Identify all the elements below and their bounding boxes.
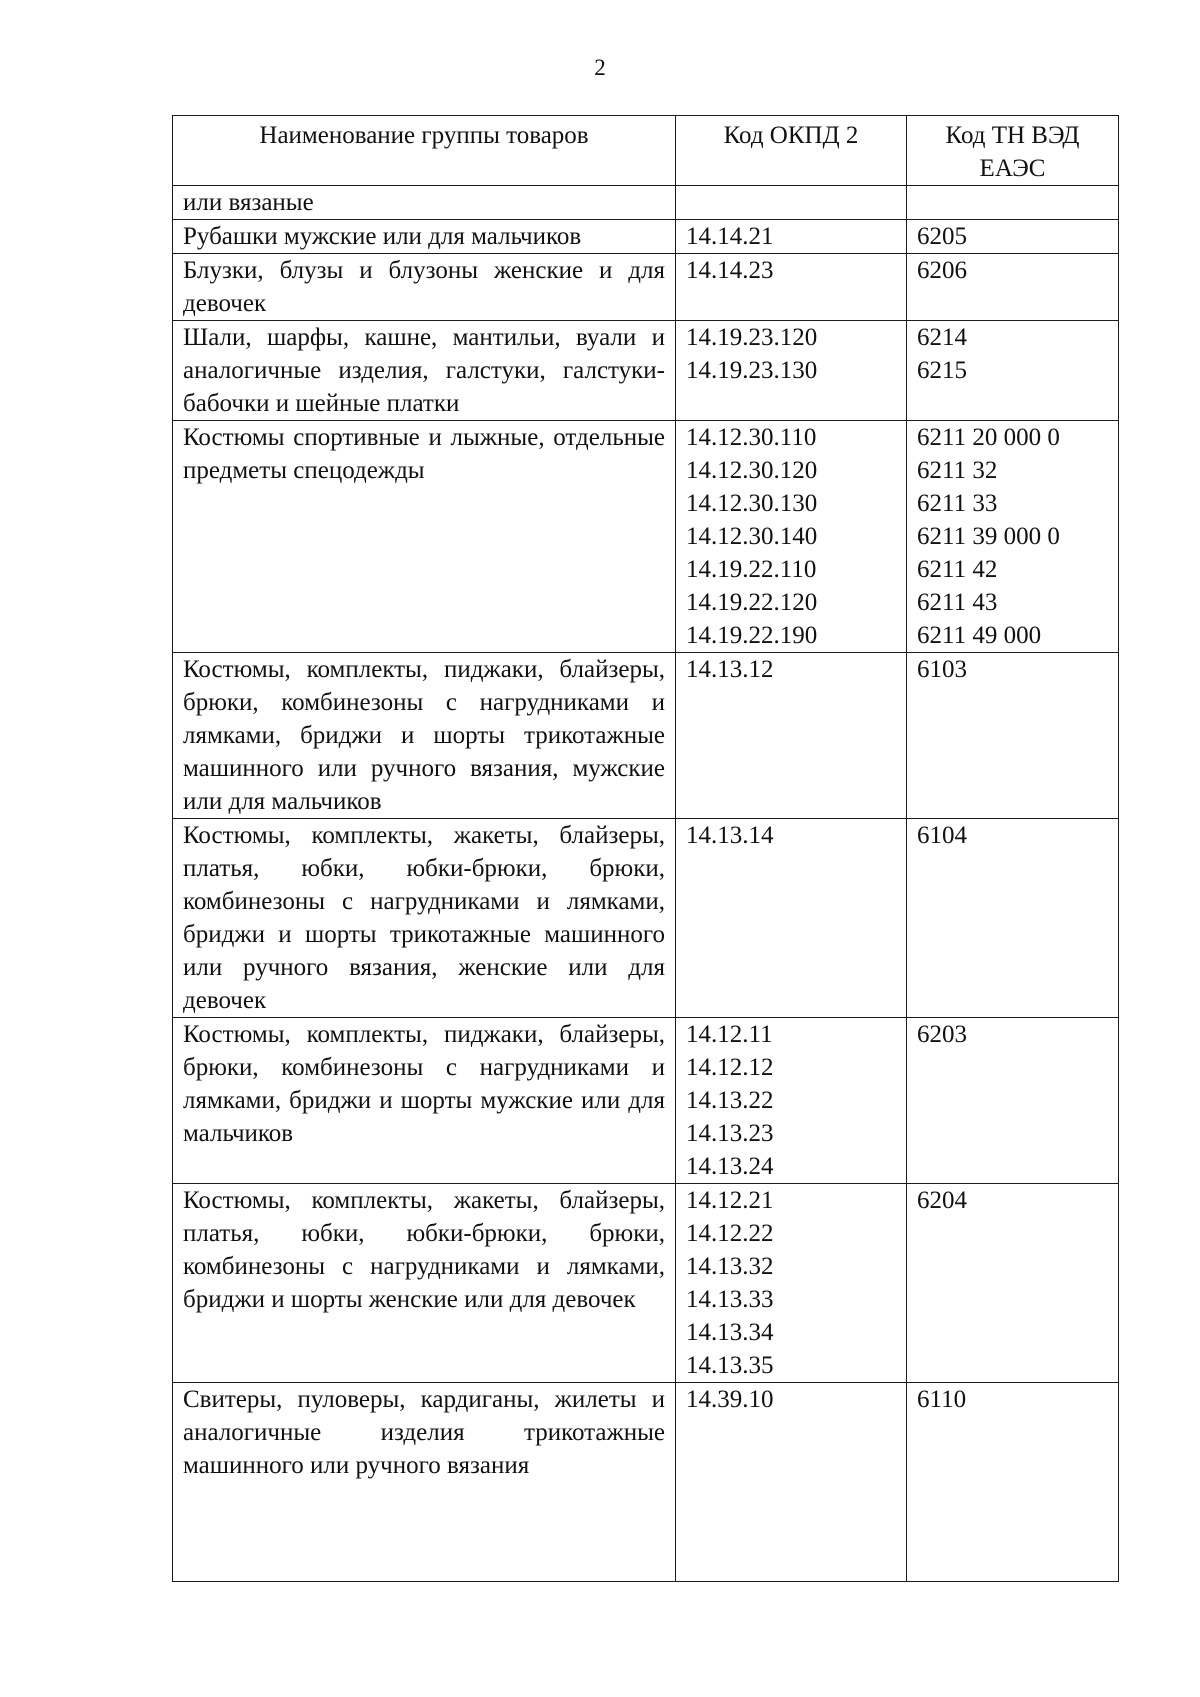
tnved-code: 6206 [917, 257, 967, 284]
tnved-code: 6205 [917, 223, 967, 250]
table-row [173, 1383, 1119, 1582]
goods-group-name: Костюмы спортивные и лыжные, отдельные предметы спецодежды [173, 421, 676, 653]
table-row [173, 653, 1119, 819]
okpd-code-cell [676, 186, 907, 220]
tnved-code: 6211 33 [917, 490, 998, 517]
header-tnved-code: Код ТН ВЭД ЕАЭС [907, 116, 1119, 186]
table-row [173, 1018, 1119, 1184]
header-okpd-code: Код ОКПД 2 [676, 116, 907, 186]
goods-group-name: Свитеры, пуловеры, кардиганы, жилеты и аналогичные изделия трикотажные машинного или ручного вязания [173, 1383, 676, 1582]
okpd-code: 14.12.30.120 [686, 457, 818, 484]
goods-group-name: Шали, шарфы, кашне, мантильи, вуали и аналогичные изделия, галстуки, галстуки-бабочки и шейные платки [173, 321, 676, 421]
tnved-code-cell [907, 819, 1119, 1018]
table-header-row [173, 116, 1119, 186]
tnved-code-cell [907, 254, 1119, 321]
okpd-code-cell [676, 1184, 907, 1383]
table-row [173, 421, 1119, 653]
goods-group-name: Костюмы, комплекты, жакеты, блайзеры, платья, юбки, юбки-брюки, брюки, комбинезоны с нагрудниками и лямками, бриджи и шорты трикотажные машинного или ручного вязания, женские или для девочек [173, 819, 676, 1018]
okpd-code: 14.19.22.120 [686, 589, 818, 616]
tnved-code: 6211 43 [917, 589, 998, 616]
okpd-code-cell [676, 1018, 907, 1184]
tnved-code-cell [907, 321, 1119, 421]
okpd-code: 14.19.23.120 [686, 324, 818, 351]
okpd-code: 14.13.23 [686, 1120, 774, 1147]
okpd-code-cell [676, 819, 907, 1018]
table-row [173, 1184, 1119, 1383]
okpd-code-cell [676, 1383, 907, 1582]
goods-group-name: Костюмы, комплекты, жакеты, блайзеры, платья, юбки, юбки-брюки, брюки, комбинезоны с нагрудниками и лямками, бриджи и шорты женские или для девочек [173, 1184, 676, 1383]
okpd-code: 14.12.21 [686, 1187, 774, 1214]
okpd-code: 14.12.22 [686, 1220, 774, 1247]
goods-table [172, 115, 1119, 1582]
okpd-code: 14.19.22.110 [686, 556, 817, 583]
tnved-code-cell [907, 1383, 1119, 1582]
okpd-code-cell [676, 254, 907, 321]
tnved-code: 6214 [917, 324, 967, 351]
okpd-code: 14.13.12 [686, 656, 774, 683]
tnved-code: 6211 32 [917, 457, 998, 484]
table-row [173, 186, 1119, 220]
goods-group-name: или вязаные [173, 186, 676, 220]
okpd-code: 14.13.24 [686, 1153, 774, 1180]
tnved-code: 6211 49 000 [917, 622, 1042, 649]
tnved-code: 6211 39 000 0 [917, 523, 1060, 550]
okpd-code: 14.12.12 [686, 1054, 774, 1081]
tnved-code-cell [907, 653, 1119, 819]
okpd-code: 14.19.23.130 [686, 357, 818, 384]
okpd-code: 14.13.35 [686, 1352, 774, 1379]
tnved-code: 6204 [917, 1187, 967, 1214]
okpd-code: 14.13.14 [686, 822, 774, 849]
goods-group-name: Костюмы, комплекты, пиджаки, блайзеры, брюки, комбинезоны с нагрудниками и лямками, бриджи и шорты мужские или для мальчиков [173, 1018, 676, 1184]
okpd-code: 14.13.32 [686, 1253, 774, 1280]
okpd-code: 14.19.22.190 [686, 622, 818, 649]
okpd-code-cell [676, 653, 907, 819]
tnved-code: 6211 20 000 0 [917, 424, 1060, 451]
okpd-code: 14.39.10 [686, 1386, 774, 1413]
tnved-code: 6211 42 [917, 556, 998, 583]
goods-group-name: Костюмы, комплекты, пиджаки, блайзеры, брюки, комбинезоны с нагрудниками и лямками, бриджи и шорты трикотажные машинного или ручного вязания, мужские или для мальчиков [173, 653, 676, 819]
okpd-code: 14.13.22 [686, 1087, 774, 1114]
header-group-name: Наименование группы товаров [173, 116, 676, 186]
table-row [173, 220, 1119, 254]
okpd-code: 14.13.34 [686, 1319, 774, 1346]
okpd-code-cell [676, 421, 907, 653]
table-row [173, 254, 1119, 321]
tnved-code-cell [907, 421, 1119, 653]
tnved-code: 6104 [917, 822, 967, 849]
tnved-code: 6110 [917, 1386, 967, 1413]
tnved-code-cell [907, 1184, 1119, 1383]
okpd-code: 14.12.30.140 [686, 523, 818, 550]
goods-group-name: Рубашки мужские или для мальчиков [173, 220, 676, 254]
page-number: 2 [594, 55, 606, 80]
tnved-code-cell [907, 220, 1119, 254]
goods-group-name: Блузки, блузы и блузоны женские и для девочек [173, 254, 676, 321]
okpd-code: 14.12.30.130 [686, 490, 818, 517]
okpd-code: 14.12.30.110 [686, 424, 817, 451]
okpd-code: 14.13.33 [686, 1286, 774, 1313]
table-row [173, 321, 1119, 421]
okpd-code-cell [676, 220, 907, 254]
okpd-code-cell [676, 321, 907, 421]
table-row [173, 819, 1119, 1018]
tnved-code: 6103 [917, 656, 967, 683]
okpd-code: 14.12.11 [686, 1021, 773, 1048]
tnved-code-cell [907, 1018, 1119, 1184]
tnved-code: 6215 [917, 357, 967, 384]
tnved-code-cell [907, 186, 1119, 220]
okpd-code: 14.14.21 [686, 223, 774, 250]
tnved-code: 6203 [917, 1021, 967, 1048]
okpd-code: 14.14.23 [686, 257, 774, 284]
